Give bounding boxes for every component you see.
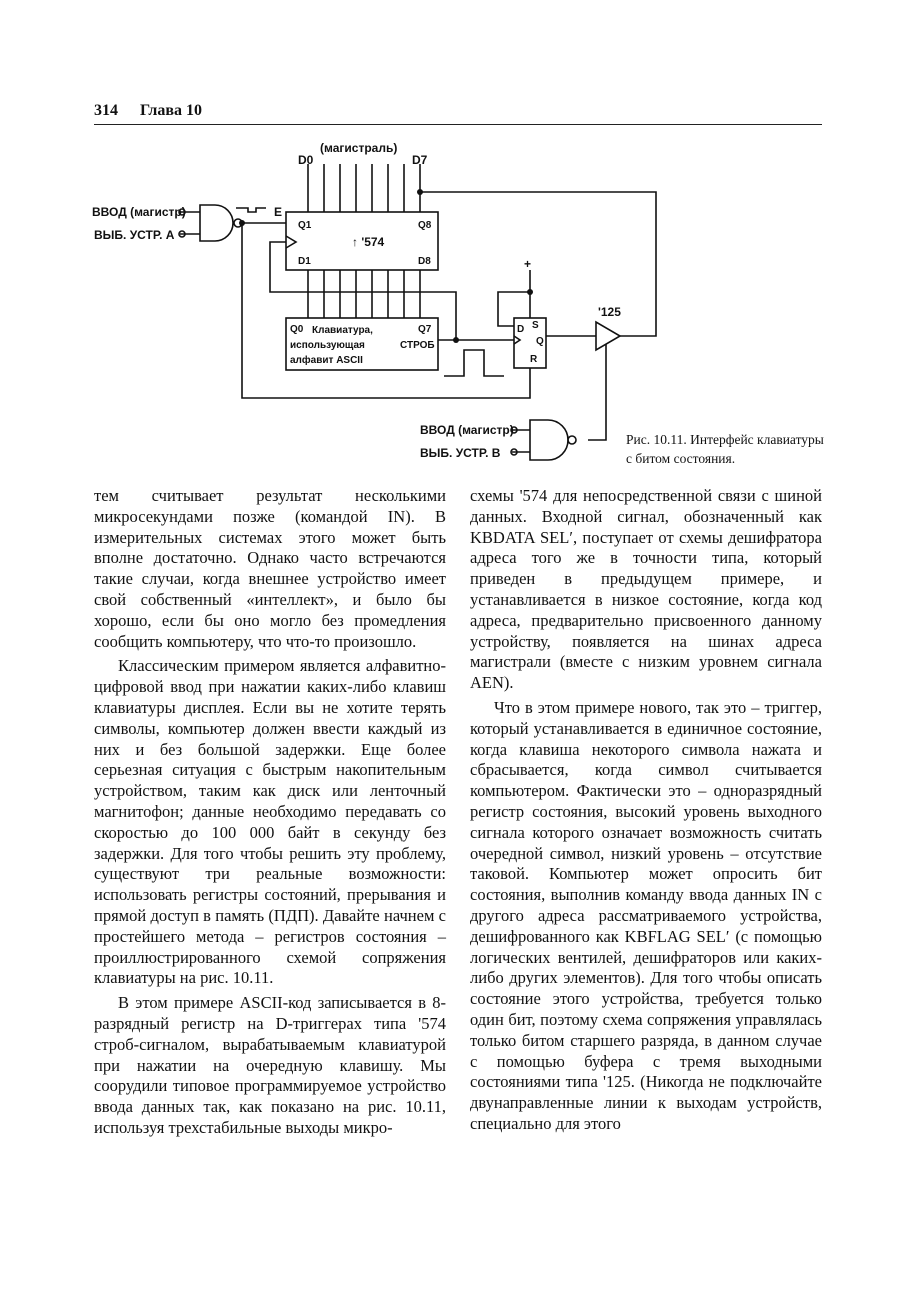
nand-gate-a [200, 205, 233, 241]
strobe-label: СТРОБ [400, 340, 435, 351]
paragraph: схемы '574 для непосредственной связи с шиной данных. Входной сигнал, обозначенный как KBDATA SEL′, поступает от схемы дешифратора адреса того же в точности типа, который приведен в предыдущем примере, и устанавливается в низкое состояние, когда код адреса, предварительно присвоенного данному устройству, появляется на шинах адреса магистрали (вместе с низким уровнем сигнала AEN). [470, 486, 822, 693]
enable-label: E [274, 205, 283, 219]
figure-caption: Рис. 10.11. Интерфейс клавиатуры с битом состояния. [626, 432, 824, 466]
q1-label: Q1 [298, 220, 312, 231]
chip-125-label: '125 [598, 305, 621, 319]
kb-q0-label: Q0 [290, 324, 304, 335]
ff-r-label: R [530, 354, 538, 365]
text-column-left [94, 486, 446, 1139]
ff-s-label: S [532, 320, 539, 331]
select-a-label: ВЫБ. УСТР. А [94, 228, 175, 242]
q8-label: Q8 [418, 220, 432, 231]
paragraph: В этом примере ASCII-код записывается в 8-разрядный регистр на D-триггерах типа '574 строб-сигналом, вырабатываемым клавиатурой при нажатии на очередную клавишу. Мы соорудили типовое программируемое устройство ввода данных так, как показано на рис. 10.11, используя трехстабильные выходы микро- [94, 993, 446, 1137]
paragraph: Что в этом примере нового, так это – триггер, который устанавливается в единичное состояние, когда клавиша некоторого символа нажата и сбрасывается, когда символ считывается компьютером. Фактически это – одноразрядный регистр состояния, высокий уровень выходного сигнала которого означает возможность считать очередной символ, низкий уровень – отсутствие таковой. Компьютер может опросить бит состояния, выполнив команду ввода данных IN с другого адреса рассматриваемого устройства, дешифрованного как KBFLAG SEL′ (с помощью логических вентилей, дешифраторов или каких-либо других элементов). Для того чтобы описать состояние этого устройства, требуется только один бит, поэтому схема сопряжения управлялась только битом старшего разряда, в данном случае с помощью буфера с тремя выходными состояниями типа '125. (Никогда не подключайте двунаправленные линии к выходам устройств, специально для этого [470, 697, 822, 1133]
chip-574-label: ↑ '574 [352, 235, 385, 249]
d8-label: D8 [418, 256, 431, 267]
paragraph: тем считывает результат несколькими микросекундами позже (командой IN). В измерительных системах этого может быть вполне достаточно. Однако часто встречаются такие случаи, когда внешнее устройство имеет свой собственный «интеллект», и было бы хорошо, если бы оно могло без промедления сообщить компьютеру, что что-то произошло. [94, 486, 446, 651]
page-number: 314 [94, 102, 118, 119]
d0-label: D0 [298, 153, 314, 167]
kb-line1: Клавиатура, [312, 325, 373, 336]
chapter-title: Глава 10 [140, 102, 202, 119]
paragraph: Классическим примером является алфавитно-цифровой ввод при нажатии каких-либо клавиш клавиатуры дисплея. Если вы не хотите терять символы, компьютер должен ввести каждый из них и без большой задержки. Еще более серьезная ситуация с быстрым накопительным устройством, таким как диск или ленточный магнитофон; данные необходимо передавать со скоростью до 100 000 байт в секунду без задержки. Для того чтобы решить эту проблему, существуют три реальные возможности: использовать регистры состояний, прерывания и прямой доступ в память (ПДП). Давайте начнем с простейшего метода – регистров состояния – проиллюстрированного схемой сопряжения клавиатуры на рис. 10.11. [94, 656, 446, 988]
select-b-label: ВЫБ. УСТР. В [420, 446, 501, 460]
ff-q-label: Q [536, 336, 544, 347]
buffer-125 [596, 322, 620, 350]
bus-label: (магистраль) [320, 141, 398, 155]
input-bus-b-label: ВВОД (магистр) [420, 423, 514, 437]
input-bus-a-label: ВВОД (магистр) [92, 205, 186, 219]
text-column-right [470, 486, 822, 1135]
circuit-diagram [0, 0, 912, 480]
plus-label: + [524, 257, 532, 271]
kb-q7-label: Q7 [418, 324, 432, 335]
nand-gate-b [530, 420, 568, 460]
ff-d-label: D [517, 324, 525, 335]
kb-line3: алфавит ASCII [290, 355, 363, 366]
d1-label: D1 [298, 256, 311, 267]
kb-line2: использующая [290, 340, 365, 351]
d7-label: D7 [412, 153, 428, 167]
